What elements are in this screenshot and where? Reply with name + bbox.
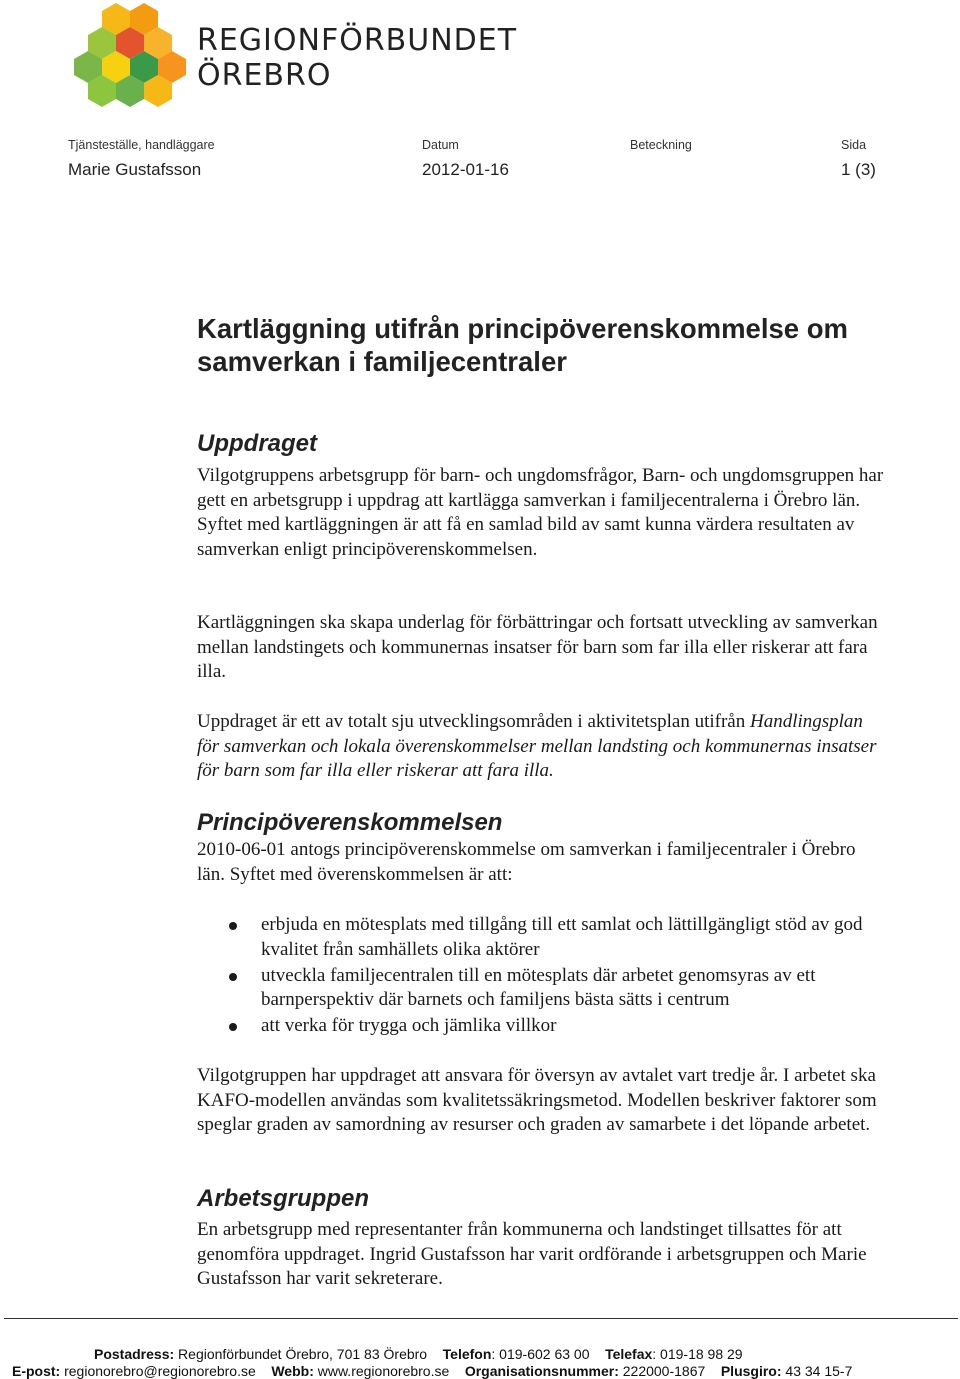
footer-line-1 (0, 1346, 960, 1362)
title-line-1: Kartläggning utifrån principöverenskommelse om (197, 313, 848, 344)
hexagon-cluster-icon (66, 2, 191, 112)
paragraph-uppdraget-1: Vilgotgruppens arbetsgrupp för barn- och ungdomsfrågor, Barn- och ungdomsgruppen har gett en arbetsgrupp i uppdrag att kartlägga samverkan i familjecentralerna i Örebro län. Syftet med kartläggningen är att få en samlad bild av samt kunna värdera resultaten av samverkan enligt principöverenskommelsen. (197, 465, 884, 560)
org-city: ÖREBRO (197, 58, 332, 93)
reference-label: Beteckning (630, 138, 692, 152)
page-number: 1 (3) (841, 160, 876, 179)
paragraph-arbetsgruppen-1: En arbetsgrupp med representanter från kommunerna och landstinget tillsattes för att genomföra uppdraget. Ingrid Gustafsson har varit ordförande i arbetsgruppen och Marie Gustafsson har varit sekreterare. (197, 1219, 867, 1289)
title-line-2: samverkan i familjecentraler (197, 346, 567, 377)
plusgiro-label: Plusgiro: (720, 1363, 782, 1379)
handler-label: Tjänsteställe, handläggare (68, 138, 215, 152)
org-number-label: Organisationsnummer: (464, 1363, 619, 1379)
bullet-icon (229, 922, 237, 930)
paragraph-princip-2: Vilgotgruppen har uppdraget att ansvara för översyn av avtalet vart tredje år. I arbetet ska KAFO-modellen användas som kvalitetssäkringsmetod. Modellen beskriver faktorer som speglar graden av samordning av resurser och graden av samarbete i det löpande arbetet. (197, 1065, 877, 1135)
list-item (197, 1014, 897, 1039)
paragraph-uppdraget-3-text: Uppdraget är ett av totalt sju utvecklingsområden i aktivitetsplan utifrån (197, 711, 750, 732)
postal-label: Postadress: (94, 1346, 175, 1362)
list-item-text: att verka för trygga och jämlika villkor (261, 1015, 557, 1036)
fax-label: Telefax (605, 1346, 653, 1362)
web-label: Webb: (271, 1363, 314, 1379)
purpose-list (197, 913, 897, 1040)
list-item-text: utveckla familjecentralen till en mötesplats där arbetet genomsyras av ett barnperspektiv där barnets och familjens bästa sätts i centrum (261, 964, 816, 1010)
paragraph-uppdraget-3 (197, 710, 887, 784)
org-number: 222000-1867 (618, 1363, 706, 1379)
list-item-text: erbjuda en mötesplats med tillgång till ett samlat och lättillgängligt stöd av god kvalitet från samhällets olika aktörer (261, 914, 863, 960)
plusgiro-number: 43 34 15-7 (781, 1363, 853, 1379)
heading-principoverenskommelsen: Principöverenskommelsen (197, 809, 503, 836)
phone-label: Telefon (442, 1346, 492, 1362)
email-label: E-post: (12, 1363, 61, 1379)
date-label: Datum (422, 138, 459, 152)
bullet-icon (229, 973, 237, 981)
bullet-icon (229, 1023, 237, 1031)
paragraph-uppdraget-2: Kartläggningen ska skapa underlag för förbättringar och fortsatt utveckling av samverkan mellan landstingets och kommunernas insatser för barn som far illa eller riskerar att fara illa. (197, 612, 878, 682)
postal-address: Regionförbundet Örebro, 701 83 Örebro (174, 1346, 428, 1362)
document-title (197, 312, 917, 378)
heading-uppdraget: Uppdraget (197, 430, 317, 457)
paragraph-princip-1: 2010-06-01 antogs principöverenskommelse om samverkan i familjecentraler i Örebro län. Syftet med överenskommelsen är att: (197, 839, 856, 885)
phone-number: : 019-602 63 00 (491, 1346, 590, 1362)
email-address: regionorebro@regionorebro.se (60, 1363, 256, 1379)
footer-line-2 (0, 1363, 960, 1379)
date-value: 2012-01-16 (422, 160, 509, 179)
handler-value: Marie Gustafsson (68, 160, 202, 179)
handlingsplan-title: Handlingsplan för samverkan och lokala överenskommelser mellan landsting och kommunernas insatser för barn som far illa eller riskerar att fara illa. (197, 711, 877, 781)
page-label: Sida (841, 138, 867, 152)
list-item (197, 913, 897, 962)
web-address: www.regionorebro.se (313, 1363, 450, 1379)
heading-arbetsgruppen: Arbetsgruppen (197, 1185, 370, 1212)
list-item (197, 964, 897, 1013)
fax-number: : 019-18 98 29 (652, 1346, 743, 1362)
footer-divider (4, 1318, 958, 1319)
org-name: REGIONFÖRBUNDET (197, 23, 518, 58)
